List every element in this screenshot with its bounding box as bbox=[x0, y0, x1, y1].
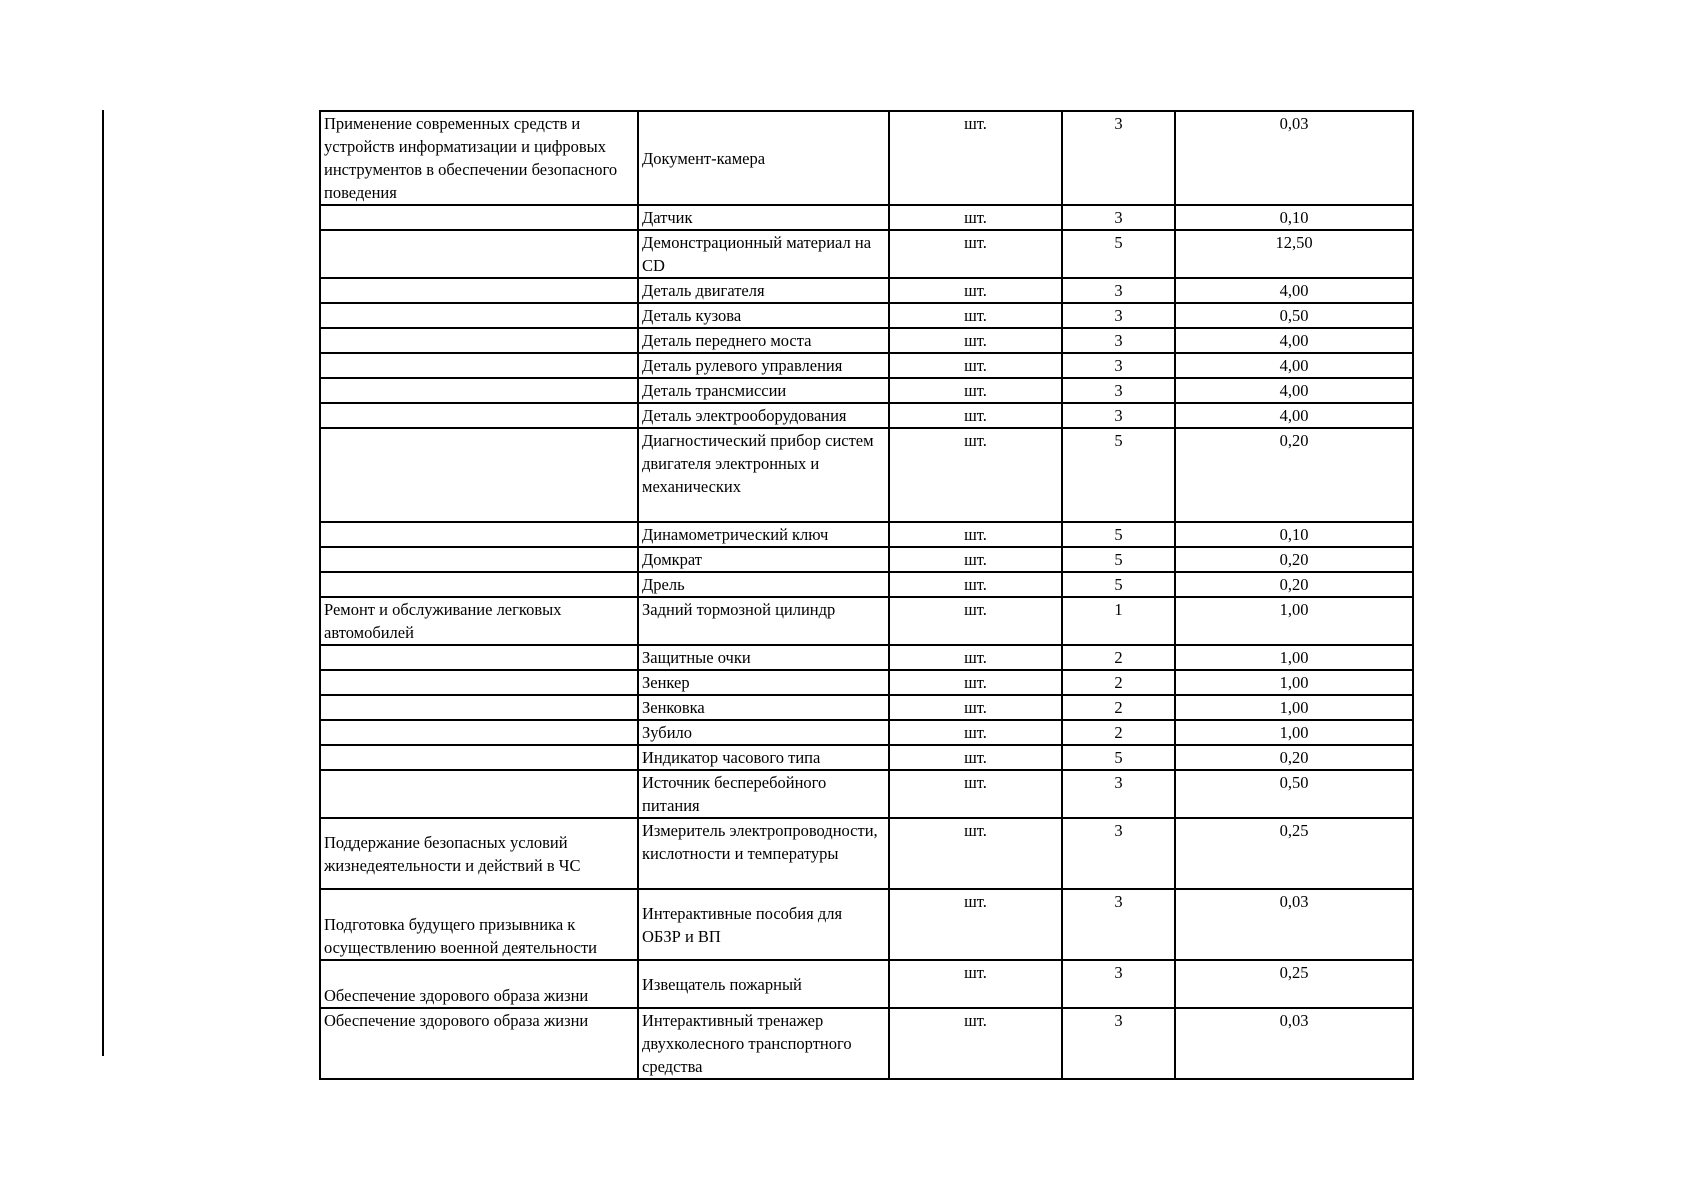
section-cell: Подготовка будущего призывника к осуществлению военной деятельности bbox=[320, 889, 638, 960]
value-cell: 0,20 bbox=[1175, 745, 1413, 770]
quantity-cell: 3 bbox=[1062, 303, 1175, 328]
value-cell: 1,00 bbox=[1175, 720, 1413, 745]
value-cell: 0,10 bbox=[1175, 522, 1413, 547]
quantity-cell: 3 bbox=[1062, 889, 1175, 960]
section-cell bbox=[320, 378, 638, 403]
table-row bbox=[320, 572, 1413, 597]
quantity-cell: 2 bbox=[1062, 670, 1175, 695]
table-row bbox=[320, 403, 1413, 428]
table-row bbox=[320, 960, 1413, 1008]
value-cell: 0,25 bbox=[1175, 818, 1413, 889]
item-cell: Деталь кузова bbox=[638, 303, 889, 328]
quantity-cell: 5 bbox=[1062, 522, 1175, 547]
quantity-cell: 5 bbox=[1062, 428, 1175, 522]
value-cell: 0,20 bbox=[1175, 572, 1413, 597]
quantity-cell: 3 bbox=[1062, 353, 1175, 378]
section-cell bbox=[320, 428, 638, 522]
quantity-cell: 2 bbox=[1062, 645, 1175, 670]
quantity-cell: 5 bbox=[1062, 572, 1175, 597]
section-cell bbox=[320, 720, 638, 745]
table-row bbox=[320, 205, 1413, 230]
table-row bbox=[320, 522, 1413, 547]
quantity-cell: 3 bbox=[1062, 818, 1175, 889]
item-cell: Источник бесперебойного питания bbox=[638, 770, 889, 818]
item-cell: Защитные очки bbox=[638, 645, 889, 670]
table-row bbox=[320, 818, 1413, 889]
equipment-table bbox=[319, 110, 1414, 1080]
unit-cell: шт. bbox=[889, 328, 1062, 353]
value-cell: 0,25 bbox=[1175, 960, 1413, 1008]
unit-cell: шт. bbox=[889, 403, 1062, 428]
value-cell: 12,50 bbox=[1175, 230, 1413, 278]
table-row bbox=[320, 745, 1413, 770]
value-cell: 0,03 bbox=[1175, 1008, 1413, 1079]
item-cell: Дрель bbox=[638, 572, 889, 597]
item-cell: Деталь переднего моста bbox=[638, 328, 889, 353]
item-cell: Диагностический прибор систем двигателя электронных и механических bbox=[638, 428, 889, 522]
quantity-cell: 3 bbox=[1062, 205, 1175, 230]
unit-cell: шт. bbox=[889, 428, 1062, 522]
unit-cell: шт. bbox=[889, 597, 1062, 645]
quantity-cell: 5 bbox=[1062, 745, 1175, 770]
value-cell: 0,03 bbox=[1175, 111, 1413, 205]
table-row bbox=[320, 645, 1413, 670]
unit-cell: шт. bbox=[889, 745, 1062, 770]
unit-cell: шт. bbox=[889, 278, 1062, 303]
quantity-cell: 3 bbox=[1062, 403, 1175, 428]
quantity-cell: 3 bbox=[1062, 328, 1175, 353]
unit-cell: шт. bbox=[889, 889, 1062, 960]
quantity-cell: 3 bbox=[1062, 1008, 1175, 1079]
item-cell: Интерактивные пособия для ОБЗР и ВП bbox=[638, 889, 889, 960]
quantity-cell: 3 bbox=[1062, 278, 1175, 303]
table-row bbox=[320, 695, 1413, 720]
section-cell bbox=[320, 403, 638, 428]
unit-cell: шт. bbox=[889, 111, 1062, 205]
item-cell: Задний тормозной цилиндр bbox=[638, 597, 889, 645]
value-cell: 4,00 bbox=[1175, 278, 1413, 303]
item-cell: Зенкер bbox=[638, 670, 889, 695]
unit-cell: шт. bbox=[889, 960, 1062, 1008]
quantity-cell: 3 bbox=[1062, 378, 1175, 403]
unit-cell: шт. bbox=[889, 572, 1062, 597]
item-cell: Динамометрический ключ bbox=[638, 522, 889, 547]
unit-cell: шт. bbox=[889, 670, 1062, 695]
unit-cell: шт. bbox=[889, 378, 1062, 403]
section-cell bbox=[320, 278, 638, 303]
unit-cell: шт. bbox=[889, 720, 1062, 745]
value-cell: 1,00 bbox=[1175, 670, 1413, 695]
section-cell bbox=[320, 205, 638, 230]
value-cell: 1,00 bbox=[1175, 695, 1413, 720]
section-cell bbox=[320, 522, 638, 547]
quantity-cell: 2 bbox=[1062, 695, 1175, 720]
quantity-cell: 5 bbox=[1062, 547, 1175, 572]
unit-cell: шт. bbox=[889, 1008, 1062, 1079]
value-cell: 4,00 bbox=[1175, 378, 1413, 403]
table-row bbox=[320, 230, 1413, 278]
section-cell bbox=[320, 670, 638, 695]
item-cell: Зенковка bbox=[638, 695, 889, 720]
table-row bbox=[320, 328, 1413, 353]
unit-cell: шт. bbox=[889, 695, 1062, 720]
table-row bbox=[320, 720, 1413, 745]
section-cell bbox=[320, 547, 638, 572]
item-cell: Датчик bbox=[638, 205, 889, 230]
section-cell: Обеспечение здорового образа жизни bbox=[320, 960, 638, 1008]
table-row bbox=[320, 303, 1413, 328]
table-row bbox=[320, 111, 1413, 205]
section-cell bbox=[320, 645, 638, 670]
unit-cell: шт. bbox=[889, 645, 1062, 670]
table-row bbox=[320, 428, 1413, 522]
quantity-cell: 3 bbox=[1062, 770, 1175, 818]
unit-cell: шт. bbox=[889, 522, 1062, 547]
quantity-cell: 1 bbox=[1062, 597, 1175, 645]
table-row bbox=[320, 889, 1413, 960]
section-cell: Применение современных средств и устройств информатизации и цифровых инструментов в обеспечении безопасного поведения bbox=[320, 111, 638, 205]
value-cell: 1,00 bbox=[1175, 645, 1413, 670]
item-cell: Демонстрационный материал на CD bbox=[638, 230, 889, 278]
section-cell bbox=[320, 770, 638, 818]
value-cell: 0,03 bbox=[1175, 889, 1413, 960]
section-cell: Поддержание безопасных условий жизнедеятельности и действий в ЧС bbox=[320, 818, 638, 889]
left-margin-line bbox=[102, 110, 104, 1056]
section-cell bbox=[320, 572, 638, 597]
item-cell: Домкрат bbox=[638, 547, 889, 572]
table-row bbox=[320, 278, 1413, 303]
section-cell bbox=[320, 695, 638, 720]
unit-cell: шт. bbox=[889, 303, 1062, 328]
section-cell bbox=[320, 230, 638, 278]
item-cell: Интерактивный тренажер двухколесного транспортного средства bbox=[638, 1008, 889, 1079]
value-cell: 0,20 bbox=[1175, 547, 1413, 572]
item-cell: Индикатор часового типа bbox=[638, 745, 889, 770]
quantity-cell: 3 bbox=[1062, 960, 1175, 1008]
item-cell: Деталь рулевого управления bbox=[638, 353, 889, 378]
table-row bbox=[320, 353, 1413, 378]
value-cell: 4,00 bbox=[1175, 403, 1413, 428]
value-cell: 0,20 bbox=[1175, 428, 1413, 522]
value-cell: 0,50 bbox=[1175, 770, 1413, 818]
item-cell: Деталь электрооборудования bbox=[638, 403, 889, 428]
section-cell: Обеспечение здорового образа жизни bbox=[320, 1008, 638, 1079]
quantity-cell: 5 bbox=[1062, 230, 1175, 278]
value-cell: 0,10 bbox=[1175, 205, 1413, 230]
item-cell: Измеритель электропроводности, кислотности и температуры bbox=[638, 818, 889, 889]
section-cell bbox=[320, 745, 638, 770]
section-cell bbox=[320, 328, 638, 353]
item-cell: Документ-камера bbox=[638, 111, 889, 205]
value-cell: 0,50 bbox=[1175, 303, 1413, 328]
unit-cell: шт. bbox=[889, 547, 1062, 572]
quantity-cell: 3 bbox=[1062, 111, 1175, 205]
table-row bbox=[320, 670, 1413, 695]
unit-cell: шт. bbox=[889, 818, 1062, 889]
table-row bbox=[320, 597, 1413, 645]
section-cell bbox=[320, 303, 638, 328]
value-cell: 4,00 bbox=[1175, 328, 1413, 353]
unit-cell: шт. bbox=[889, 205, 1062, 230]
item-cell: Деталь двигателя bbox=[638, 278, 889, 303]
value-cell: 4,00 bbox=[1175, 353, 1413, 378]
table-row bbox=[320, 1008, 1413, 1079]
table-row bbox=[320, 770, 1413, 818]
table-row bbox=[320, 378, 1413, 403]
unit-cell: шт. bbox=[889, 353, 1062, 378]
section-cell bbox=[320, 353, 638, 378]
unit-cell: шт. bbox=[889, 230, 1062, 278]
item-cell: Деталь трансмиссии bbox=[638, 378, 889, 403]
unit-cell: шт. bbox=[889, 770, 1062, 818]
quantity-cell: 2 bbox=[1062, 720, 1175, 745]
item-cell: Зубило bbox=[638, 720, 889, 745]
section-cell: Ремонт и обслуживание легковых автомобилей bbox=[320, 597, 638, 645]
item-cell: Извещатель пожарный bbox=[638, 960, 889, 1008]
value-cell: 1,00 bbox=[1175, 597, 1413, 645]
table-row bbox=[320, 547, 1413, 572]
